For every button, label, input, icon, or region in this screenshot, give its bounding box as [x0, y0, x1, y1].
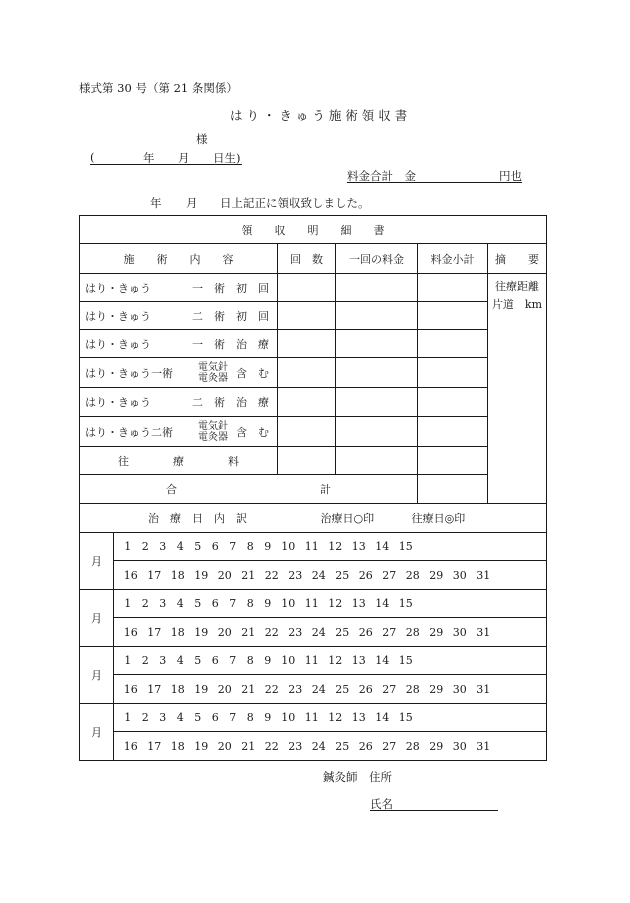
treatment-name: はり・きゅう — [85, 281, 151, 295]
receipt-month-label: 月 — [186, 196, 198, 210]
day-number: 25 — [335, 682, 350, 696]
day-number: 23 — [288, 739, 303, 753]
day-number: 3 — [159, 540, 167, 553]
day-number: 8 — [246, 540, 254, 553]
day-number: 11 — [304, 540, 319, 553]
day-number: 27 — [382, 625, 397, 639]
day-number: 21 — [241, 568, 256, 582]
receipt-statement — [150, 195, 380, 209]
day-number: 15 — [398, 540, 413, 553]
electric-device-stack — [198, 421, 228, 443]
day-number: 2 — [141, 540, 149, 553]
day-number: 10 — [281, 654, 296, 667]
day-list — [114, 540, 546, 553]
day-number: 30 — [452, 682, 467, 696]
day-number: 13 — [351, 711, 366, 724]
day-number: 5 — [194, 540, 202, 553]
detail-title: 領 収 明 細 書 — [80, 216, 547, 244]
day-number: 6 — [211, 711, 219, 724]
day-list — [114, 654, 546, 667]
count-cell — [278, 330, 336, 358]
day-number: 7 — [229, 597, 237, 610]
receipt-detail-table — [79, 215, 547, 761]
fee-total-label: 料金合計 金 — [347, 169, 416, 183]
day-number: 21 — [241, 625, 256, 639]
practitioner-name-label: 氏名 — [370, 797, 393, 811]
day-number: 27 — [382, 682, 397, 696]
remarks-one-way-km: 片道 km — [491, 298, 543, 311]
day-number: 25 — [335, 625, 350, 639]
practitioner-address-label: 鍼灸師 住所 — [323, 770, 392, 784]
day-number: 17 — [147, 568, 162, 582]
day-number: 12 — [328, 711, 343, 724]
count-cell — [278, 358, 336, 388]
day-number: 9 — [264, 540, 272, 553]
total-amount-cell — [418, 475, 488, 504]
treatment-name: はり・きゅう二術 — [85, 425, 173, 439]
treatment-type: 含 む — [236, 425, 269, 439]
col-header-subtotal: 料金小計 — [418, 244, 488, 274]
day-number: 9 — [264, 654, 272, 667]
count-cell — [278, 274, 336, 302]
receipt-text: 日上記正に領収致しました。 — [220, 196, 370, 210]
treatment-row — [80, 274, 278, 302]
day-number: 15 — [398, 597, 413, 610]
day-number: 13 — [351, 540, 366, 553]
day-number: 18 — [170, 625, 185, 639]
day-list — [114, 626, 546, 639]
day-list — [114, 683, 546, 696]
day-number: 19 — [194, 739, 209, 753]
day-number: 13 — [351, 654, 366, 667]
days-row-second-half — [114, 618, 547, 647]
unit-fee-cell — [336, 302, 418, 330]
treatment-name: はり・きゅう — [85, 337, 151, 351]
day-number: 14 — [375, 597, 390, 610]
day-number: 19 — [194, 568, 209, 582]
day-number: 18 — [170, 568, 185, 582]
days-row-second-half — [114, 675, 547, 704]
day-number: 22 — [264, 739, 279, 753]
day-number: 24 — [311, 625, 326, 639]
remarks-cell — [488, 274, 547, 504]
day-number: 26 — [358, 568, 373, 582]
day-number: 30 — [452, 568, 467, 582]
day-number: 4 — [176, 711, 184, 724]
day-number: 4 — [176, 654, 184, 667]
day-number: 3 — [159, 597, 167, 610]
day-number: 25 — [335, 739, 350, 753]
day-number: 25 — [335, 568, 350, 582]
day-number: 7 — [229, 711, 237, 724]
schedule-header — [80, 504, 547, 533]
birth-open-paren: ( — [90, 150, 95, 164]
day-number: 7 — [229, 540, 237, 553]
day-number: 1 — [124, 597, 132, 610]
day-number: 20 — [217, 625, 232, 639]
subtotal-cell — [418, 447, 488, 475]
day-number: 8 — [246, 597, 254, 610]
day-number: 5 — [194, 597, 202, 610]
day-number: 30 — [452, 739, 467, 753]
unit-fee-cell — [336, 417, 418, 447]
count-cell — [278, 447, 336, 475]
day-number: 19 — [194, 682, 209, 696]
day-number: 3 — [159, 654, 167, 667]
birth-date-line — [90, 150, 242, 165]
day-number: 2 — [141, 597, 149, 610]
day-number: 7 — [229, 654, 237, 667]
day-number: 9 — [264, 597, 272, 610]
day-number: 22 — [264, 625, 279, 639]
treatment-name: はり・きゅう — [85, 309, 151, 323]
day-number: 14 — [375, 540, 390, 553]
day-number: 24 — [311, 739, 326, 753]
day-number: 23 — [288, 682, 303, 696]
day-number: 28 — [405, 739, 420, 753]
day-number: 18 — [170, 682, 185, 696]
day-number: 16 — [123, 625, 138, 639]
treatment-type: 含 む — [236, 366, 269, 380]
days-row-second-half — [114, 561, 547, 590]
count-cell — [278, 417, 336, 447]
schedule-title: 治 療 日 内 訳 — [148, 512, 247, 525]
days-row-first-half — [114, 704, 547, 732]
day-list — [114, 569, 546, 582]
day-number: 12 — [328, 540, 343, 553]
day-number: 17 — [147, 682, 162, 696]
day-number: 1 — [124, 711, 132, 724]
day-number: 16 — [123, 682, 138, 696]
day-number: 12 — [328, 597, 343, 610]
col-header-count: 回 数 — [278, 244, 336, 274]
subtotal-cell — [418, 417, 488, 447]
subtotal-cell — [418, 388, 488, 417]
day-number: 21 — [241, 682, 256, 696]
day-number: 26 — [358, 682, 373, 696]
treatment-type: 一 術 初 回 — [192, 281, 269, 295]
month-label: 月 — [80, 533, 114, 590]
subtotal-cell — [418, 330, 488, 358]
electric-moxa-label: 電灸器 — [198, 431, 228, 443]
treatment-name: はり・きゅう — [85, 396, 151, 409]
day-number: 11 — [304, 711, 319, 724]
day-number: 5 — [194, 711, 202, 724]
day-number: 11 — [304, 597, 319, 610]
day-number: 20 — [217, 739, 232, 753]
sama-label: 様 — [196, 132, 208, 146]
subtotal-cell — [418, 358, 488, 388]
day-number: 16 — [123, 568, 138, 582]
treatment-type: 一 術 治 療 — [192, 337, 269, 351]
treatment-day-mark: 治療日○印 — [320, 512, 375, 525]
col-header-unit-fee: 一回の料金 — [336, 244, 418, 274]
count-cell — [278, 302, 336, 330]
day-number: 9 — [264, 711, 272, 724]
treatment-row — [80, 302, 278, 330]
day-number: 31 — [476, 739, 491, 753]
day-number: 27 — [382, 568, 397, 582]
day-number: 29 — [429, 625, 444, 639]
day-number: 29 — [429, 739, 444, 753]
day-number: 5 — [194, 654, 202, 667]
day-number: 8 — [246, 654, 254, 667]
birth-year-label: 年 — [143, 151, 155, 165]
treatment-name: はり・きゅう一術 — [85, 366, 173, 380]
day-number: 11 — [304, 654, 319, 667]
month-label: 月 — [80, 590, 114, 647]
day-number: 13 — [351, 597, 366, 610]
day-number: 31 — [476, 625, 491, 639]
electric-needle-label: 電気針 — [198, 420, 228, 432]
day-number: 12 — [328, 654, 343, 667]
day-number: 29 — [429, 568, 444, 582]
day-number: 23 — [288, 568, 303, 582]
day-number: 2 — [141, 711, 149, 724]
day-number: 6 — [211, 654, 219, 667]
unit-fee-cell — [336, 447, 418, 475]
day-number: 20 — [217, 568, 232, 582]
day-number: 22 — [264, 682, 279, 696]
day-number: 14 — [375, 711, 390, 724]
day-number: 10 — [281, 711, 296, 724]
treatment-type: 二 術 初 回 — [192, 309, 269, 323]
days-row-first-half — [114, 533, 547, 561]
electric-needle-label: 電気針 — [198, 361, 228, 373]
day-number: 6 — [211, 597, 219, 610]
day-list — [114, 597, 546, 610]
month-label: 月 — [80, 647, 114, 704]
birth-month-label: 月 — [178, 151, 190, 165]
subtotal-cell — [418, 302, 488, 330]
day-number: 15 — [398, 711, 413, 724]
receipt-year-label: 年 — [150, 196, 162, 210]
day-list — [114, 711, 546, 724]
day-number: 27 — [382, 739, 397, 753]
day-number: 21 — [241, 739, 256, 753]
day-number: 10 — [281, 597, 296, 610]
practitioner-name-line — [370, 796, 498, 811]
fee-total-line — [347, 168, 522, 183]
treatment-row — [80, 417, 278, 447]
days-row-second-half — [114, 732, 547, 761]
document-title: は り ・ き ゅ う 施 術 領 収 書 — [230, 108, 408, 123]
unit-fee-cell — [336, 274, 418, 302]
day-number: 1 — [124, 654, 132, 667]
form-number: 様式第 30 号（第 21 条関係） — [79, 81, 238, 95]
day-number: 28 — [405, 625, 420, 639]
subtotal-cell — [418, 274, 488, 302]
electric-moxa-label: 電灸器 — [198, 372, 228, 384]
days-row-first-half — [114, 590, 547, 618]
travel-fee-label: 往 療 料 — [80, 447, 278, 475]
unit-fee-cell — [336, 330, 418, 358]
count-cell — [278, 388, 336, 417]
day-number: 24 — [311, 568, 326, 582]
treatment-row — [80, 388, 278, 417]
total-label: 合 計 — [80, 475, 418, 504]
treatment-type: 二 術 治 療 — [192, 396, 269, 409]
treatment-row — [80, 330, 278, 358]
day-number: 31 — [476, 568, 491, 582]
day-number: 16 — [123, 739, 138, 753]
day-number: 22 — [264, 568, 279, 582]
day-number: 28 — [405, 682, 420, 696]
day-number: 26 — [358, 625, 373, 639]
days-row-first-half — [114, 647, 547, 675]
day-number: 14 — [375, 654, 390, 667]
day-list — [114, 740, 546, 753]
treatment-row — [80, 358, 278, 388]
col-header-remarks: 摘 要 — [488, 244, 547, 274]
day-number: 26 — [358, 739, 373, 753]
day-number: 17 — [147, 625, 162, 639]
day-number: 17 — [147, 739, 162, 753]
month-label: 月 — [80, 704, 114, 761]
day-number: 20 — [217, 682, 232, 696]
unit-fee-cell — [336, 388, 418, 417]
day-number: 1 — [124, 540, 132, 553]
day-number: 23 — [288, 625, 303, 639]
day-number: 18 — [170, 739, 185, 753]
day-number: 31 — [476, 682, 491, 696]
day-number: 30 — [452, 625, 467, 639]
day-number: 19 — [194, 625, 209, 639]
day-number: 3 — [159, 711, 167, 724]
electric-device-stack — [198, 362, 228, 384]
day-number: 2 — [141, 654, 149, 667]
day-number: 8 — [246, 711, 254, 724]
unit-fee-cell — [336, 358, 418, 388]
day-number: 15 — [398, 654, 413, 667]
remarks-distance-label: 往療距離 — [495, 280, 539, 293]
day-number: 4 — [176, 597, 184, 610]
visit-day-mark: 往療日◎印 — [411, 512, 466, 525]
day-number: 6 — [211, 540, 219, 553]
birth-day-label: 日生) — [213, 151, 241, 165]
day-number: 28 — [405, 568, 420, 582]
col-header-treatment: 施 術 内 容 — [80, 244, 278, 274]
yen-label: 円也 — [499, 169, 522, 183]
day-number: 10 — [281, 540, 296, 553]
day-number: 4 — [176, 540, 184, 553]
day-number: 24 — [311, 682, 326, 696]
day-number: 29 — [429, 682, 444, 696]
